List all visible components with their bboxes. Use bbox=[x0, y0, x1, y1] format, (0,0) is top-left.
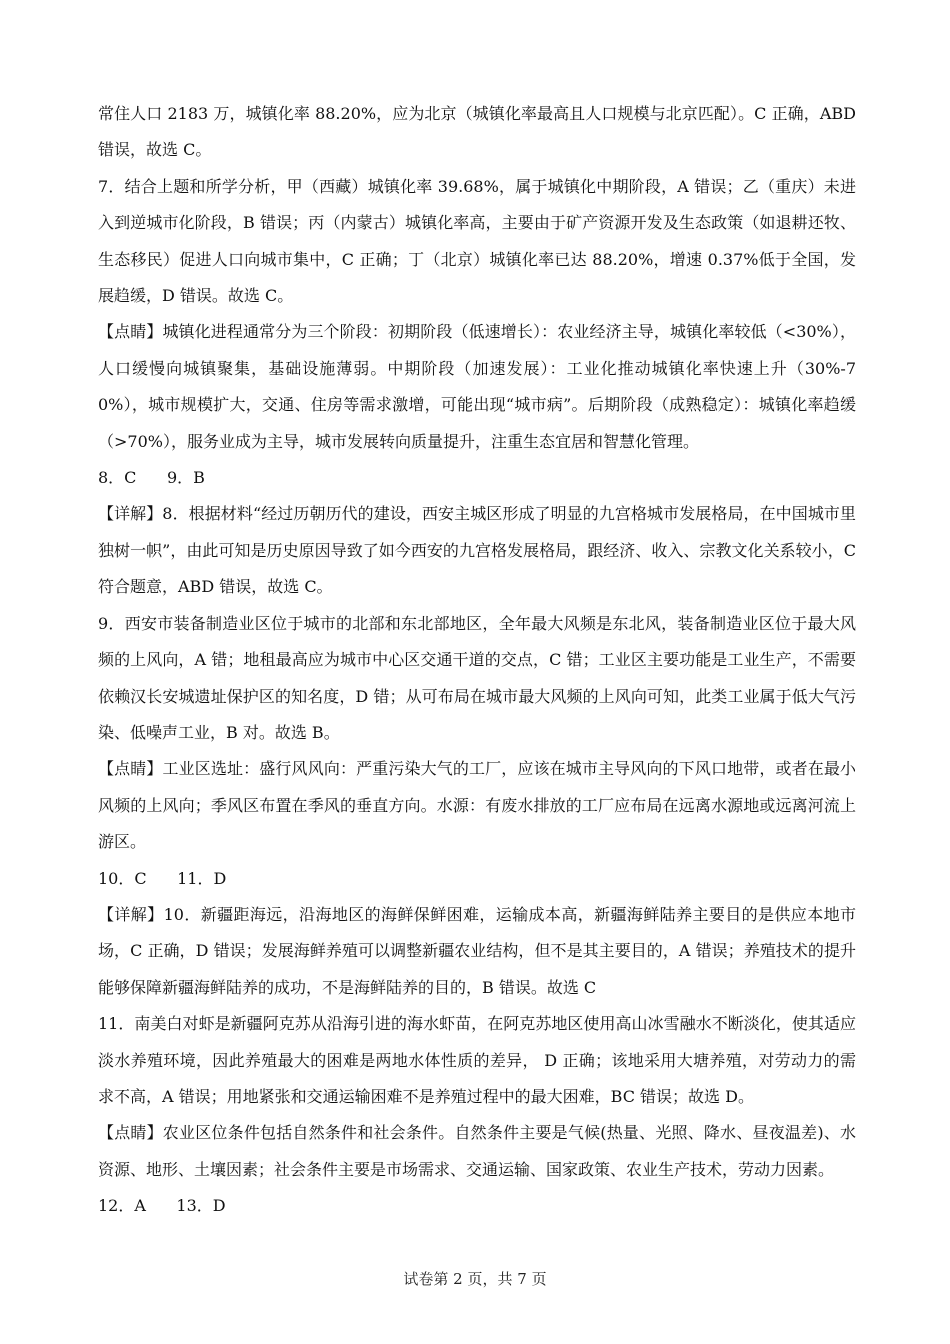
paragraph: 【详解】10．新疆距海远，沿海地区的海鲜保鲜困难，运输成本高，新疆海鲜陆养主要目的是供应本地市场，C 正确，D 错误；发展海鲜养殖可以调整新疆农业结构，但不是其主要目的，A 错误；养殖技术的提升能够保障新疆海鲜陆养的成功，不是海鲜陆养的目的，B 错误。故选 C bbox=[98, 904, 856, 997]
page-footer: 试卷第 2 页，共 7 页 bbox=[403, 1270, 547, 1288]
answer-line: 12．A 13．D bbox=[98, 1196, 226, 1216]
paragraph: 【点睛】城镇化进程通常分为三个阶段：初期阶段（低速增长）：农业经济主导，城镇化率较低（<30%），人口缓慢向城镇聚集，基础设施薄弱。中期阶段（加速发展）：工业化推动城镇化率快速上升（30%-70%），城市规模扩大，交通、住房等需求激增，可能出现“城市病”。后期阶段（成熟稳定）：城镇化率趋缓（>70%），服务业成为主导，城市发展转向质量提升，注重生态宜居和智慧化管理。 bbox=[98, 322, 856, 451]
answer-line: 10．C 11．D bbox=[98, 868, 227, 888]
paragraph: 【点睛】工业区选址：盛行风风向：严重污染大气的工厂，应该在城市主导风向的下风口地带，或者在最小风频的上风向；季风区布置在季风的垂直方向。水源：有废水排放的工厂应布局在远离水源地或远离河流上游区。 bbox=[98, 759, 856, 852]
paragraph: 7．结合上题和所学分析，甲（西藏）城镇化率 39.68%，属于城镇化中期阶段，A 错误；乙（重庆）未进入到逆城市化阶段，B 错误；丙（内蒙古）城镇化率高，主要由于矿产资源开发及生态政策（如退耕还牧、生态移民）促进人口向城市集中，C 正确；丁（北京）城镇化率已达 88.20%，增速 0.37%低于全国，发展趋缓，D 错误。故选 C。 bbox=[98, 176, 856, 306]
paragraph: 【详解】8．根据材料“经过历朝历代的建设，西安主城区形成了明显的九宫格城市发展格局，在中国城市里独树一帜”，由此可知是历史原因导致了如今西安的九宫格发展格局，跟经济、收入、宗教文化关系较小，C 符合题意，ABD 错误，故选 C。 bbox=[98, 504, 856, 597]
paragraph: 【点睛】农业区位条件包括自然条件和社会条件。自然条件主要是气候(热量、光照、降水、昼夜温差)、水资源、地形、土壤因素；社会条件主要是市场需求、交通运输、国家政策、农业生产技术，劳动力因素。 bbox=[98, 1123, 856, 1179]
paragraph: 常住人口 2183 万，城镇化率 88.20%，应为北京（城镇化率最高且人口规模与北京匹配）。C 正确，ABD 错误，故选 C。 bbox=[98, 104, 856, 160]
answer-line: 8．C 9．B bbox=[98, 468, 205, 488]
paragraph: 11．南美白对虾是新疆阿克苏从沿海引进的海水虾苗，在阿克苏地区使用高山冰雪融水不断淡化，使其适应淡水养殖环境，因此养殖最大的困难是两地水体性质的差异， D 正确；该地采用大塘养殖，对劳动力的需求不高，A 错误；用地紧张和交通运输困难不是养殖过程中的最大困难，BC 错误；故选 D。 bbox=[98, 1014, 856, 1106]
paragraph: 9．西安市装备制造业区位于城市的北部和东北部地区，全年最大风频是东北风，装备制造业区位于最大风频的上风向，A 错；地租最高应为城市中心区交通干道的交点，C 错；工业区主要功能是工业生产，不需要依赖汉长安城遗址保护区的知名度，D 错；从可布局在城市最大风频的上风向可知，此类工业属于低大气污染、低噪声工业，B 对。故选 B。 bbox=[98, 613, 856, 742]
document-body bbox=[98, 96, 856, 1225]
